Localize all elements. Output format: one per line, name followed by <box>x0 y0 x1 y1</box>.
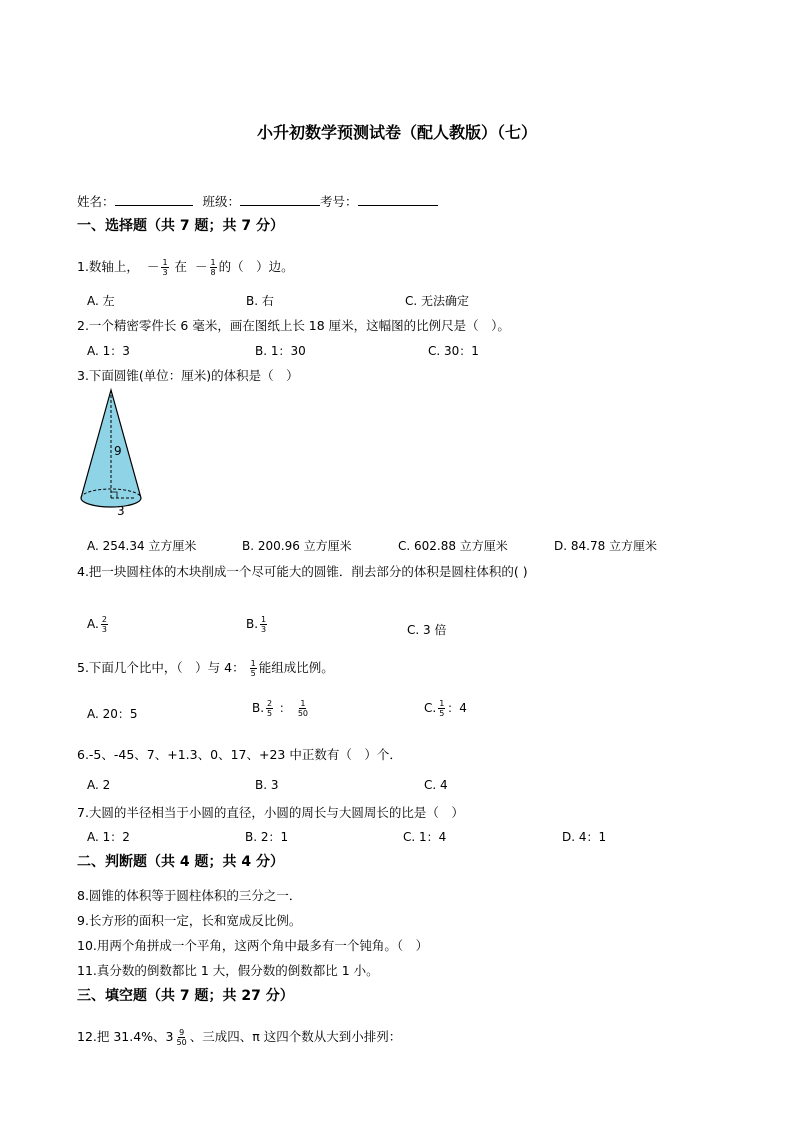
q4-option-b[interactable] <box>246 615 269 634</box>
q1-fraction-1 <box>161 258 168 277</box>
q5-suffix: 能组成比例。 <box>258 660 334 675</box>
question-11: 11.真分数的倒数都比 1 大，假分数的倒数都比 1 小。 <box>77 963 379 978</box>
q4-option-c[interactable]: C. 3 倍 <box>407 623 447 637</box>
q1-option-a[interactable]: A. 左 <box>87 294 115 308</box>
q5-numerator: 1 <box>250 659 256 668</box>
q4-a-numerator: 2 <box>101 615 107 624</box>
q6-option-a[interactable]: A. 2 <box>87 778 111 792</box>
q7-option-d[interactable]: D. 4：1 <box>562 830 607 844</box>
q3-option-d[interactable]: D. 84.78 立方厘米 <box>554 539 658 553</box>
number-label: 考号： <box>320 194 358 209</box>
q3-option-a[interactable]: A. 254.34 立方厘米 <box>87 539 197 553</box>
cone-radius-label: 3 <box>117 504 125 518</box>
question-10: 10.用两个角拼成一个平角，这两个角中最多有一个钝角。（ ） <box>77 938 429 953</box>
q5-c-numerator: 1 <box>439 699 445 708</box>
question-12 <box>77 1027 401 1047</box>
q1-minus-1: － <box>146 259 160 274</box>
q1-f1-denominator: 3 <box>162 268 168 277</box>
q1-option-c[interactable]: C. 无法确定 <box>405 294 470 308</box>
q5-b-numerator-2: 1 <box>300 699 306 708</box>
q1-minus-2: － <box>195 259 208 274</box>
q7-option-b[interactable]: B. 2：1 <box>245 830 289 844</box>
q2-option-a[interactable]: A. 1：3 <box>87 344 130 358</box>
section-choice-title: 一、选择题（共 7 题；共 7 分） <box>77 218 284 234</box>
q5-c-suffix: ：4 <box>447 701 467 715</box>
q5-denominator: 5 <box>250 669 256 678</box>
q3-option-c[interactable]: C. 602.88 立方厘米 <box>398 539 508 553</box>
question-6: 6.-5、-45、7、+1.3、0、17、+23 中正数有（ ）个． <box>77 747 402 762</box>
q5-b-prefix: B. <box>252 701 265 715</box>
q3-option-b[interactable]: B. 200.96 立方厘米 <box>242 539 352 553</box>
q12-suffix: 、三成四、π 这四个数从大到小排列： <box>189 1029 402 1044</box>
q1-f1-numerator: 1 <box>162 258 168 267</box>
q12-numerator: 9 <box>179 1028 185 1037</box>
question-9: 9.长方形的面积一定，长和宽成反比例。 <box>77 913 302 928</box>
q4-a-fraction <box>101 615 108 634</box>
q4-option-a[interactable] <box>87 615 110 634</box>
q1-fraction-2 <box>210 258 217 277</box>
question-7: 7.大圆的半径相当于小圆的直径，小圆的周长与大圆周长的比是（ ） <box>77 805 464 820</box>
question-5 <box>77 658 334 678</box>
q4-a-denominator: 3 <box>101 625 107 634</box>
q7-option-a[interactable]: A. 1：2 <box>87 830 130 844</box>
cone-height-label: 9 <box>114 444 122 458</box>
q5-option-b[interactable] <box>252 699 311 718</box>
q5-prefix: 5.下面几个比中，（ ）与 4： <box>77 660 245 675</box>
student-info-line <box>77 192 438 210</box>
q5-option-a[interactable]: A. 20：5 <box>87 707 138 721</box>
q4-b-numerator: 1 <box>261 615 267 624</box>
q1-option-b[interactable]: B. 右 <box>246 294 274 308</box>
q4-b-denominator: 3 <box>261 625 267 634</box>
q4-b-prefix: B. <box>246 617 259 631</box>
q1-suffix: 的（ ）边。 <box>218 259 294 274</box>
q5-b-fraction-1 <box>266 699 273 718</box>
class-label: 班级： <box>202 194 241 209</box>
q5-option-c[interactable] <box>424 699 467 718</box>
question-4: 4.把一块圆柱体的木块削成一个尽可能大的圆锥．削去部分的体积是圆柱体积的( ) <box>77 564 528 579</box>
q6-option-b[interactable]: B. 3 <box>255 778 279 792</box>
q12-prefix: 12.把 31.4%、3 <box>77 1029 174 1044</box>
q5-b-denominator-2: 50 <box>297 709 308 718</box>
section-judge-title: 二、判断题（共 4 题；共 4 分） <box>77 854 284 870</box>
question-3: 3.下面圆锥(单位：厘米)的体积是（ ） <box>77 368 299 383</box>
q1-f2-numerator: 1 <box>210 258 216 267</box>
q12-denominator: 50 <box>176 1038 187 1047</box>
q5-c-denominator: 5 <box>439 709 445 718</box>
q7-option-c[interactable]: C. 1：4 <box>403 830 447 844</box>
q6-option-c[interactable]: C. 4 <box>424 778 448 792</box>
name-label: 姓名： <box>77 194 115 209</box>
question-8: 8.圆锥的体积等于圆柱体积的三分之一． <box>77 888 302 903</box>
q5-b-separator: ： <box>278 701 291 715</box>
q5-c-fraction <box>438 699 445 718</box>
q4-b-fraction <box>260 615 267 634</box>
number-field[interactable] <box>358 193 438 206</box>
q12-fraction <box>176 1028 188 1047</box>
q1-f2-denominator: 8 <box>210 268 216 277</box>
page-title: 小升初数学预测试卷（配人教版）（七） <box>256 123 537 142</box>
q5-c-prefix: C. <box>424 701 437 715</box>
class-field[interactable] <box>240 193 320 206</box>
section-fill-title: 三、填空题（共 7 题；共 27 分） <box>77 988 294 1004</box>
cone-figure <box>76 385 166 520</box>
q2-option-b[interactable]: B. 1：30 <box>255 344 306 358</box>
q5-b-denominator-1: 5 <box>267 709 273 718</box>
q4-a-prefix: A. <box>87 617 99 631</box>
question-1 <box>77 257 294 277</box>
q2-option-c[interactable]: C. 30：1 <box>428 344 479 358</box>
name-field[interactable] <box>115 193 193 206</box>
q5-fraction <box>250 659 257 678</box>
q5-b-numerator-1: 2 <box>267 699 273 708</box>
question-2: 2.一个精密零件长 6 毫米，画在图纸上长 18 厘米，这幅图的比例尺是（ ）。 <box>77 318 510 333</box>
q5-b-fraction-2 <box>297 699 309 718</box>
q1-prefix: 1.数轴上， <box>77 259 139 274</box>
q1-mid: 在 <box>174 259 188 274</box>
